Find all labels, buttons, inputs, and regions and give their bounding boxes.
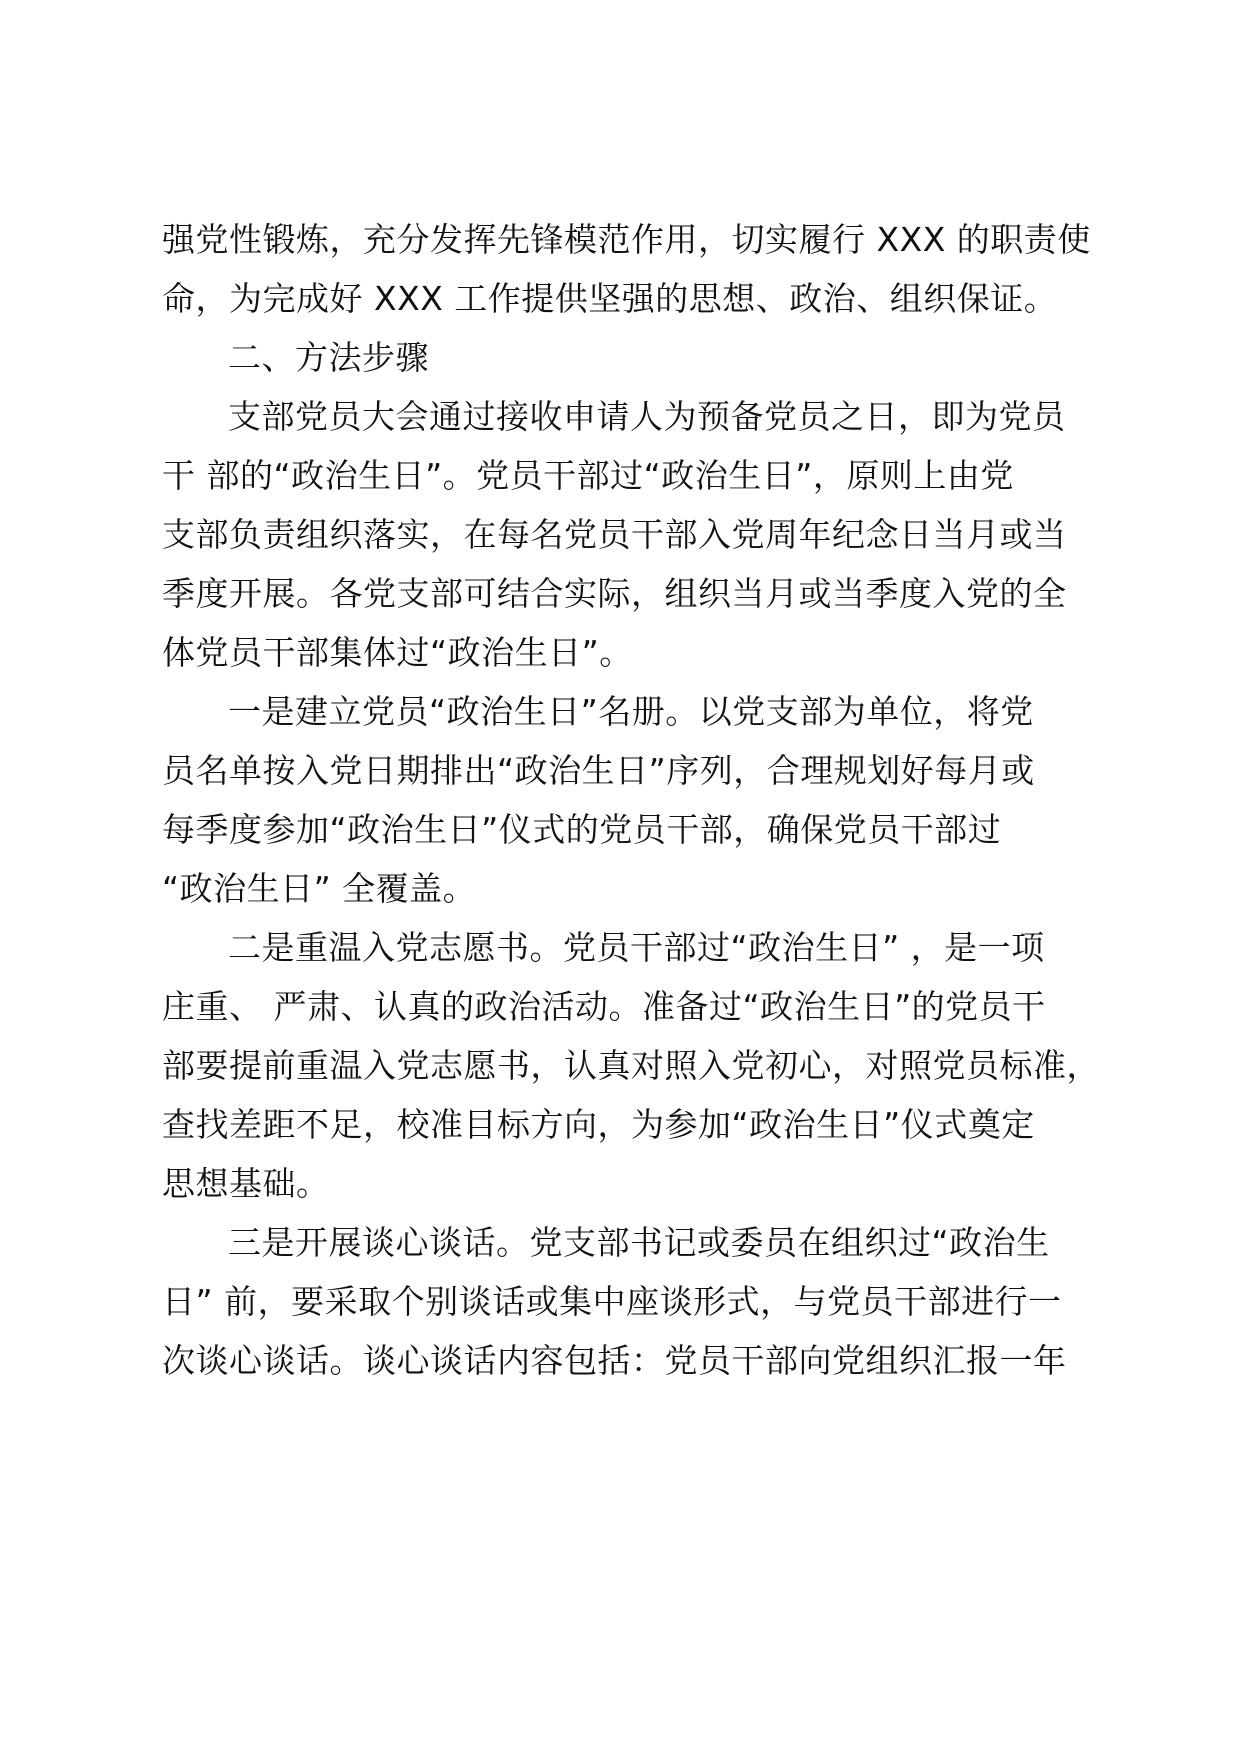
- paragraph-line: 支部负责组织落实，在每名党员干部入党周年纪念日当月或当: [162, 515, 1067, 554]
- paragraph-line: 庄重、 严肃、认真的政治活动。准备过“政治生日”的党员干: [162, 987, 1046, 1026]
- paragraph-line: 体党员干部集体过“政治生日”。: [162, 633, 633, 672]
- section-heading: 二、方法步骤: [228, 338, 429, 377]
- paragraph-line: 季度开展。各党支部可结合实际，组织当月或当季度入党的全: [162, 574, 1067, 613]
- paragraph-line: 命，为完成好 XXX 工作提供坚强的思想、政治、组织保证。: [162, 279, 1058, 318]
- paragraph-line: 员名单按入党日期排出“政治生日”序列，合理规划好每月或: [162, 751, 1035, 790]
- paragraph-line: 日” 前，要采取个别谈话或集中座谈形式，与党员干部进行一: [162, 1282, 1062, 1321]
- paragraph-line: 思想基础。: [162, 1164, 330, 1203]
- paragraph-line: “政治生日” 全覆盖。: [162, 869, 477, 908]
- paragraph-line: 一是建立党员“政治生日”名册。以党支部为单位，将党: [228, 692, 1034, 731]
- paragraph-line: 次谈心谈话。谈心谈话内容包括：党员干部向党组织汇报一年: [162, 1341, 1067, 1380]
- paragraph-line: 查找差距不足，校准目标方向，为参加“政治生日”仪式奠定: [162, 1105, 1035, 1144]
- paragraph-line: 三是开展谈心谈话。党支部书记或委员在组织过“政治生: [228, 1223, 1050, 1262]
- paragraph-line: 支部党员大会通过接收申请人为预备党员之日，即为党员: [228, 397, 1066, 436]
- paragraph-line: 强党性锻炼，充分发挥先锋模范作用，切实履行 XXX 的职责使: [162, 220, 1091, 259]
- paragraph-line: 干 部的“政治生日”。党员干部过“政治生日”，原则上由党: [162, 456, 1014, 495]
- paragraph-line: 部要提前重温入党志愿书，认真对照入党初心，对照党员标准，: [162, 1046, 1100, 1085]
- paragraph-line: 每季度参加“政治生日”仪式的党员干部，确保党员干部过: [162, 810, 1002, 849]
- paragraph-line: 二是重温入党志愿书。党员干部过“政治生日” ，是一项: [228, 928, 1045, 967]
